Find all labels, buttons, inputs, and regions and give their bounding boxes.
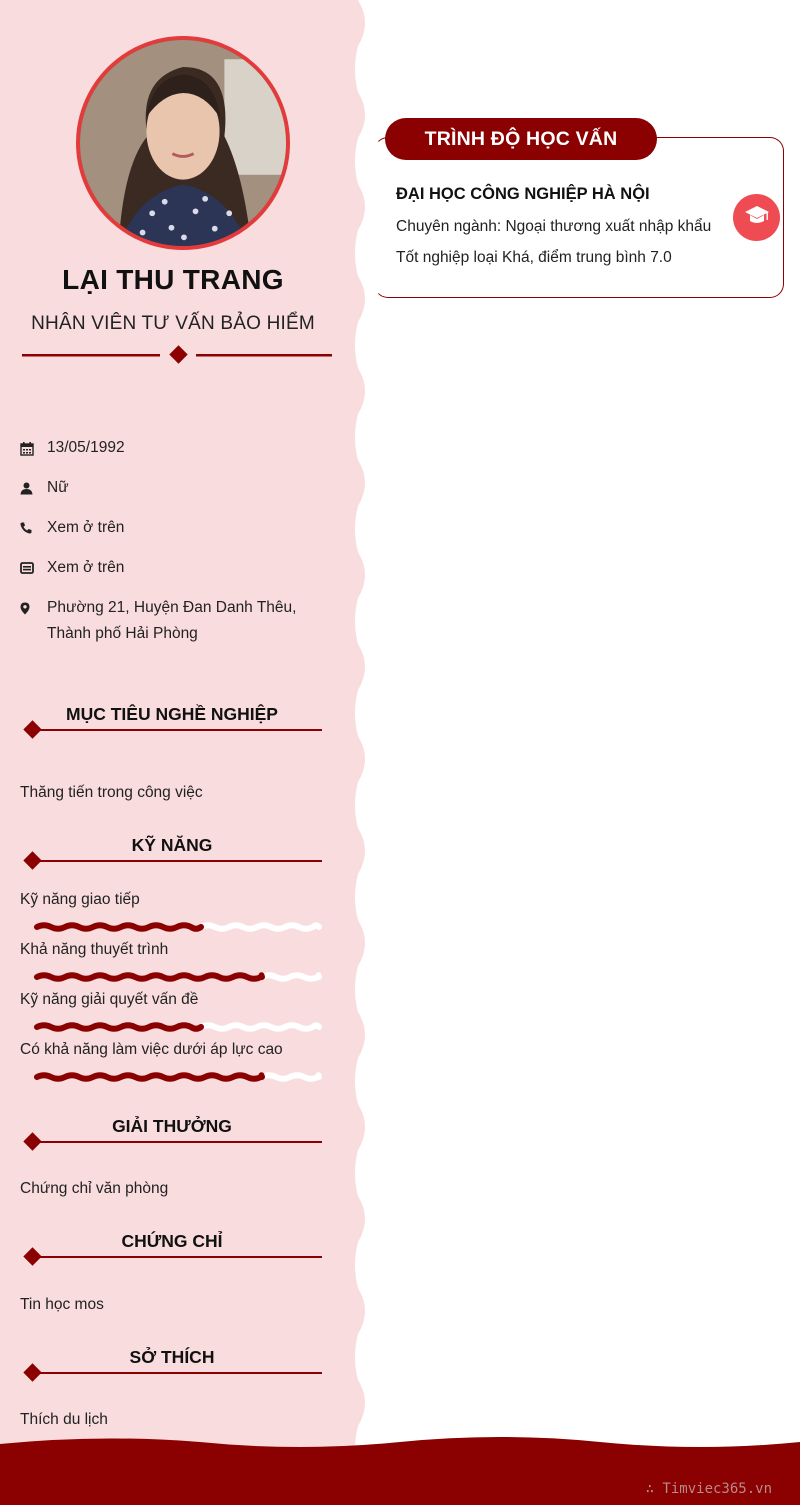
skill-bar-track [201,1025,319,1029]
skill-bar [34,1071,322,1083]
skill-label: Khả năng thuyết trình [20,941,169,958]
education-major: Chuyên ngành: Ngoại thương xuất nhập khẩu [396,218,712,235]
phone-value: Xem ở trên [47,519,125,536]
candidate-job-title: NHÂN VIÊN TƯ VẤN BẢO HIỂM [31,313,315,334]
skill-bar [34,921,322,933]
skill-bar-track [262,975,319,979]
heading-line [36,1256,322,1258]
info-email [20,560,340,581]
graduation-cap-icon [733,194,780,241]
info-phone [20,520,340,541]
heading-line [36,1141,322,1143]
objective-text: Thăng tiến trong công việc [20,784,203,801]
watermark: ∴ Timviec365.vn [645,1481,772,1497]
gender-value: Nữ [47,479,69,496]
map-marker-icon [20,600,47,647]
awards-heading [22,1116,322,1152]
skill-bar-fill [37,925,201,929]
objective-title: MỤC TIÊU NGHỀ NGHIỆP [66,704,278,724]
skill-label: Kỹ năng giải quyết vấn đề [20,991,199,1008]
skill-bar-fill [37,975,262,979]
education-school: ĐẠI HỌC CÔNG NGHIỆP HÀ NỘI [396,185,650,203]
info-gender [20,480,340,501]
phone-icon [20,520,47,541]
education-result: Tốt nghiệp loại Khá, điểm trung bình 7.0 [396,249,672,266]
skill-bar [34,971,322,983]
education-heading: TRÌNH ĐỘ HỌC VẤN [385,118,657,160]
avatar [76,36,290,250]
skill-bar-fill [37,1075,262,1079]
certificates-title: CHỨNG CHỈ [121,1231,223,1251]
skill-label: Có khả năng làm việc dưới áp lực cao [20,1041,283,1058]
address-line-2: Thành phố Hải Phòng [47,625,198,642]
certificates-text: Tin học mos [20,1296,104,1313]
heading-line [36,729,322,731]
title-divider [22,345,332,365]
skill-bar-track [201,925,319,929]
info-address [20,600,340,647]
address-line-1: Phường 21, Huyện Đan Danh Thêu, [47,599,297,616]
skills-title: KỸ NĂNG [131,835,213,855]
calendar-icon [20,440,47,461]
awards-text: Chứng chỉ văn phòng [20,1180,169,1197]
hobbies-title: SỞ THÍCH [129,1347,215,1367]
candidate-name: LẠI THU TRANG [62,264,284,295]
user-icon [20,480,47,501]
hobbies-text: Thích du lịch [20,1411,108,1428]
skills-heading [22,835,322,871]
profile-photo [80,40,286,246]
info-birthday [20,440,340,461]
envelope-icon [20,560,47,581]
objective-heading [22,704,322,740]
certificates-heading [22,1231,322,1267]
birthday-value: 13/05/1992 [47,439,125,456]
awards-title: GIẢI THƯỞNG [112,1116,232,1136]
skill-label: Kỹ năng giao tiếp [20,891,140,908]
skill-bar-track [262,1075,319,1079]
email-value: Xem ở trên [47,559,125,576]
skill-bar [34,1021,322,1033]
skill-bar-fill [37,1025,201,1029]
hobbies-heading [22,1347,322,1383]
heading-line [36,1372,322,1374]
heading-line [36,860,322,862]
